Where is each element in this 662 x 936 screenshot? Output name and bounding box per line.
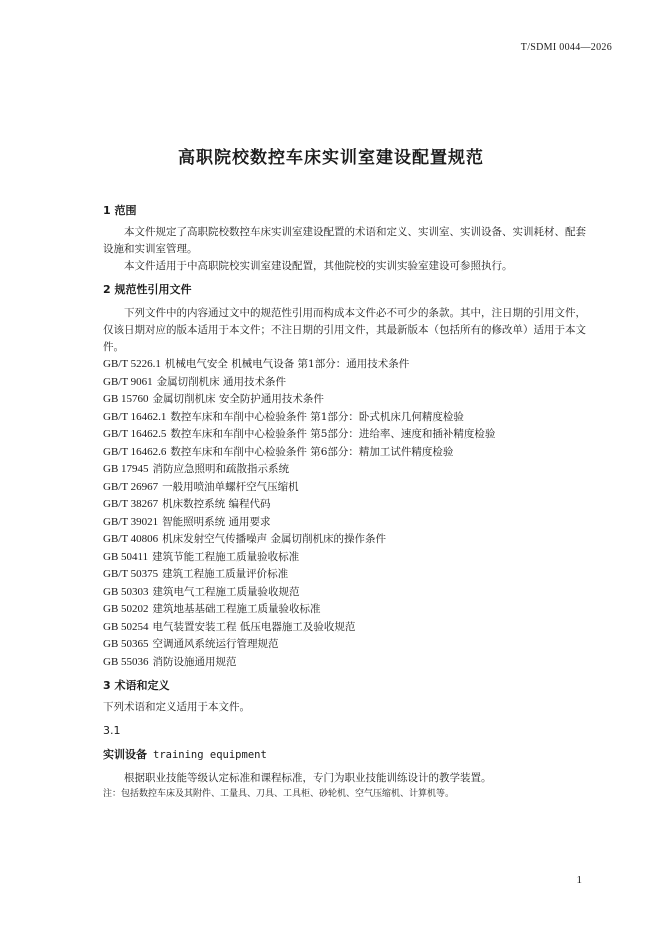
reference-item: GB 55036 消防设施通用规范 [103,655,237,668]
reference-item: GB 50365 空调通风系统运行管理规范 [103,638,279,650]
reference-item: GB/T 39021 智能照明系统 通用要求 [103,515,271,528]
scope-paragraph-1: 本文件规定了高职院校数控车床实训室建设配置的术语和定义、实训室、实训设备、实训耗材、配套设施和实训室管理。 [103,226,586,255]
subsection-number: 3.1 [103,724,121,737]
reference-item: GB 50254 电气装置安装工程 低压电器施工及验收规范 [103,620,356,633]
reference-item: GB 50411 建筑节能工程施工质量验收标准 [103,550,300,563]
section-2-heading: 2 规范性引用文件 [103,283,192,296]
reference-item: GB/T 16462.6 数控车床和车削中心检验条件 第6部分：精加工试件精度检验 [103,445,454,458]
reference-item: GB/T 26967 一般用喷油单螺杆空气压缩机 [103,480,299,493]
reference-item: GB/T 5226.1 机械电气安全 机械电气设备 第1部分：通用技术条件 [103,358,410,370]
term-english: training equipment [153,749,267,761]
reference-item: GB/T 9061 金属切削机床 通用技术条件 [103,375,286,388]
reference-list [103,356,593,671]
references-intro: 下列文件中的内容通过文中的规范性引用而构成本文件必不可少的条款。其中，注日期的引用文件，仅该日期对应的版本适用于本文件；不注日期的引用文件，其最新版本（包括所有的修改单）适用于本文件。 [103,307,586,353]
reference-item: GB/T 16462.5 数控车床和车削中心检验条件 第5部分：进给率、速度和插补精度检验 [103,428,496,440]
reference-item: GB/T 38267 机床数控系统 编程代码 [103,498,271,510]
reference-item: GB 50202 建筑地基基础工程施工质量验收标准 [103,603,321,615]
standard-code: T/SDMI 0044—2026 [520,42,612,53]
section-1-heading: 1 范围 [103,204,137,217]
reference-item: GB 50303 建筑电气工程施工质量验收规范 [103,585,300,598]
page-number: 1 [576,874,582,886]
document-title: 高职院校数控车床实训室建设配置规范 [178,148,484,168]
reference-item: GB 17945 消防应急照明和疏散指示系统 [103,463,290,475]
reference-item: GB/T 16462.1 数控车床和车削中心检验条件 第1部分：卧式机床几何精度检验 [103,410,464,423]
term-definition: 根据职业技能等级认定标准和课程标准，专门为职业技能训练设计的教学装置。 [124,772,492,784]
scope-paragraph-2: 本文件适用于中高职院校实训室建设配置，其他院校的实训实验室建设可参照执行。 [124,260,513,272]
term-entry [103,746,593,764]
term-note: 注：包括数控车床及其附件、工量具、刀具、工具柜、砂轮机、空气压缩机、计算机等。 [103,789,455,799]
terms-intro: 下列术语和定义适用于本文件。 [103,701,250,713]
document-body [103,202,593,801]
reference-item: GB/T 50375 建筑工程施工质量评价标准 [103,568,289,580]
reference-item: GB/T 40806 机床发射空气传播噪声 金属切削机床的操作条件 [103,533,386,545]
reference-item: GB 15760 金属切削机床 安全防护通用技术条件 [103,393,324,405]
section-3-heading: 3 术语和定义 [103,679,170,692]
term-chinese: 实训设备 [103,748,147,761]
